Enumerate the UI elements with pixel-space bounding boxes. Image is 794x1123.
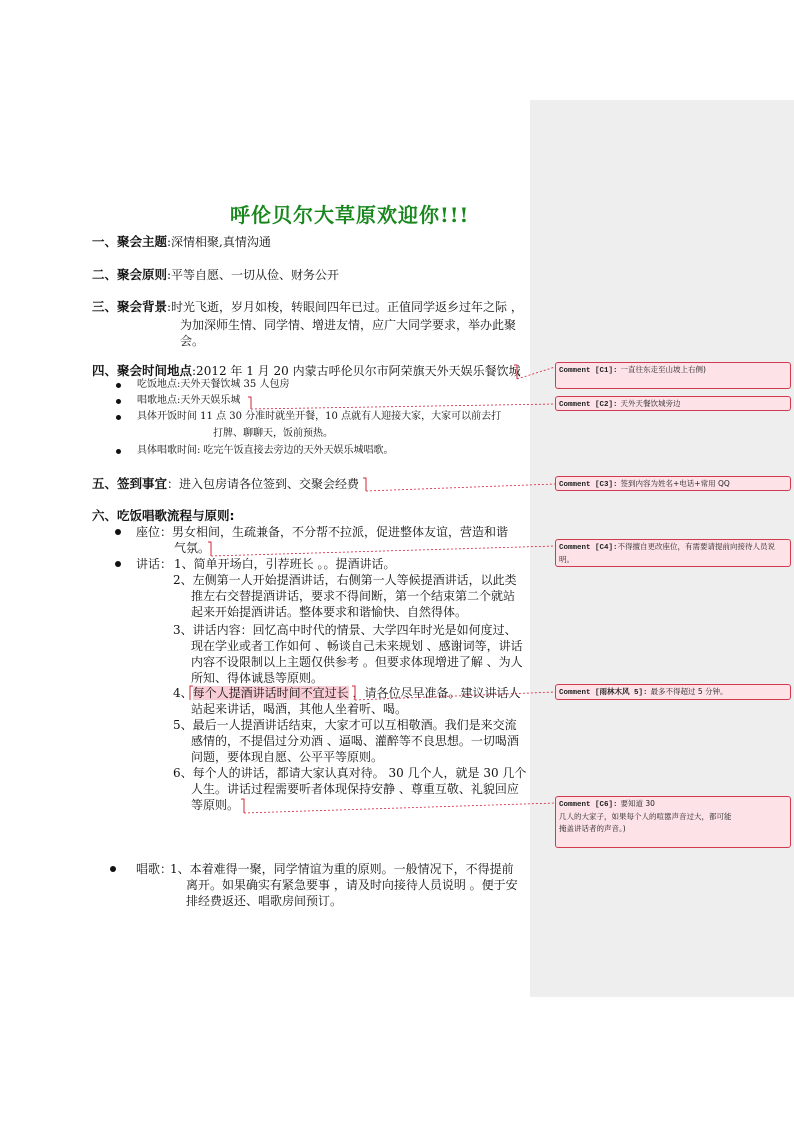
- section-2-text: :平等自愿、一切从俭、财务公开: [167, 268, 340, 282]
- speech-item-2: 2、左侧第一人开始提酒讲话，右侧第一人等候提酒讲话，以此类: [173, 573, 517, 587]
- speech-item-2-cont: 起来开始提酒讲话。整体要求和谐愉快、自然得体。: [191, 605, 468, 619]
- section-4-heading: 四、聚会时间地点: [92, 363, 193, 378]
- comment-author: Comment [C3]:: [559, 481, 618, 489]
- comment-text: 不得擅自更改座位，有需要请提前向接待人员说明。: [559, 542, 776, 564]
- section-1-text: :深情相聚,真情沟通: [167, 235, 271, 249]
- comment-text: 要知道 30: [620, 799, 655, 808]
- section-5-line: [92, 476, 359, 492]
- section-6-heading: 六、吃饭唱歌流程与原则:: [92, 508, 235, 523]
- section-4-bullet-dinner: 吃饭地点:天外天餐饮城 35 人包房: [137, 379, 290, 390]
- seating-line: [136, 524, 508, 540]
- bullet-icon: [116, 383, 121, 388]
- section-4-bullet-karaoke: 唱歌地点:天外天娱乐城: [137, 395, 241, 406]
- speech-item-4-cont: 站起来讲话，喝酒，其他人坐着听、喝。: [191, 702, 408, 716]
- section-2-line: [92, 267, 339, 283]
- comment-author: Comment [雨林木风 5]:: [559, 689, 648, 697]
- speech-item-6: 6、每个人的讲话，都请大家认真对待。 30 几个人，就是 30 几个: [173, 766, 527, 780]
- comment-anchor-bracket-c6: [241, 799, 244, 813]
- speech-item-3-cont: 现在学业或者工作如何 、畅谈自己未来规划 、感谢词等，讲话: [191, 639, 523, 653]
- speech-item-2-cont: 推左右交替提酒讲话，要求不得间断，第一个结束第二个就站: [191, 589, 516, 603]
- comment-balloon-c3[interactable]: [555, 476, 791, 491]
- section-3-text-cont: 为加深师生情、同学情、增进友情，应广大同学要求，举办此聚: [180, 318, 517, 332]
- comment-line: [559, 798, 787, 811]
- singing-item-1: 1、本着难得一聚，同学情谊为重的原则。一般情况下，不得提前: [170, 862, 514, 876]
- comment-text: 掩盖讲话者的声音。): [559, 824, 626, 833]
- comment-connector-c3: [366, 484, 555, 491]
- seating-text: 男女相间，生疏兼备，不分帮不拉派，促进整体友谊，营造和谐: [172, 525, 509, 539]
- section-1-line: [92, 234, 271, 250]
- bullet-icon: [116, 449, 121, 454]
- section-6-line: [92, 508, 235, 524]
- section-5-heading: 五、签到事宜: [92, 476, 168, 491]
- section-4-text: :2012 年 1 月 20 内蒙古呼伦贝尔市阿荣旗天外天娱乐餐饮城: [192, 364, 521, 378]
- comment-text: 一直往东走至山坡上右侧): [620, 365, 706, 374]
- section-3-line: [92, 299, 523, 315]
- comment-text: 几人的大家子，如果每个人的喧嚣声音过大，都可能: [559, 812, 732, 821]
- speech-item-4: [173, 685, 520, 701]
- section-4-bullet-meal-time-cont: 打牌、聊聊天，饭前预热。: [213, 428, 333, 439]
- speech-item-6-cont: 等原则。: [191, 798, 240, 812]
- speech-item-5: 5、最后一人提酒讲话结束，大家才可以互相敬酒。我们是来交流: [173, 718, 517, 732]
- singing-label: 唱歌：: [136, 862, 173, 876]
- singing-item-1-cont: 离开。如果确实有紧急要事 ，请及时向接待人员说明 。便于安: [186, 878, 518, 892]
- bullet-icon: [110, 866, 116, 872]
- comment-author: Comment [C2]:: [559, 401, 618, 409]
- section-4-bullet-karaoke-time: 具体唱歌时间: 吃完午饭直接去旁边的天外天娱乐城唱歌。: [137, 445, 394, 456]
- section-1-heading: 一、聚会主题: [92, 234, 168, 249]
- speech-item-4-number: 4、: [173, 686, 193, 700]
- section-3-text: :时光飞逝，岁月如梭，转眼间四年已过。正值同学返乡过年之际 ，: [167, 300, 523, 314]
- comment-text: 最多不得超过 5 分钟。: [650, 687, 728, 696]
- speech-item-3-cont: 所知、得体诚恳等原则。: [191, 671, 324, 685]
- speech-item-5-cont: 问题，要体现自愿、公平平等原则。: [191, 750, 384, 764]
- comment-text: 天外天餐饮城旁边: [620, 399, 681, 408]
- section-3-heading: 三、聚会背景: [92, 299, 168, 314]
- comment-balloon-c6[interactable]: [555, 796, 791, 848]
- singing-item-1-cont: 排经费返还、唱歌房间预订。: [186, 894, 343, 908]
- comment-connector-c6: [244, 803, 555, 813]
- comment-text: 签到内容为姓名+电话+常用 QQ: [620, 479, 730, 488]
- seating-label: 座位：: [136, 525, 173, 539]
- section-5-text: ：进入包房请各位签到、交聚会经费: [167, 477, 360, 491]
- comment-author: Comment [C1]:: [559, 367, 618, 375]
- speech-item-4-text: ，请各位尽早准备。建议讲话人: [348, 686, 521, 700]
- page-title: 呼伦贝尔大草原欢迎你!!!: [230, 203, 470, 227]
- comment-anchor-bracket-c3: [363, 478, 366, 491]
- comment-connector-c4: [211, 546, 555, 556]
- bullet-icon: [115, 529, 121, 535]
- bullet-icon: [116, 415, 121, 420]
- commented-text-highlight[interactable]: 每个人提酒讲话时间不宜过长: [192, 686, 349, 700]
- bullet-icon: [116, 399, 121, 404]
- speech-item-6-cont: 人生。讲话过程需要听者体现保持安静 、尊重互敬、礼貌回应: [191, 782, 519, 796]
- comment-balloon-c1[interactable]: [555, 362, 791, 389]
- comment-anchor-bracket-c2: [248, 397, 251, 409]
- comment-balloon-c2[interactable]: [555, 396, 791, 411]
- bullet-icon: [115, 561, 121, 567]
- comment-author: Comment [C4]:: [559, 544, 618, 552]
- comment-balloon-c5[interactable]: [555, 684, 791, 700]
- section-2-heading: 二、聚会原则: [92, 267, 168, 282]
- section-3-text-cont: 会。: [180, 334, 205, 348]
- speech-item-3: 3、讲话内容：回忆高中时代的情景、大学四年时光是如何度过、: [173, 623, 517, 637]
- comment-balloon-c4[interactable]: [555, 539, 791, 567]
- speech-label: 讲话：: [136, 557, 173, 571]
- comment-author: Comment [C6]:: [559, 801, 618, 809]
- section-4-bullet-meal-time: 具体开饭时间 11 点 30 分准时就坐开餐，10 点就有人迎接大家，大家可以前去打: [137, 411, 502, 422]
- speech-item-3-cont: 内容不设限制以上主题仅供参考 。但要求体现增进了解 、为人: [191, 655, 523, 669]
- seating-text-cont: 气氛。: [174, 541, 211, 555]
- speech-item-1: 1、简单开场白，引荐班长 。。提酒讲话。: [174, 557, 396, 571]
- speech-item-5-cont: 感情的，不提倡过分劝酒 、逼喝、灌醉等不良思想。一切喝酒: [191, 734, 519, 748]
